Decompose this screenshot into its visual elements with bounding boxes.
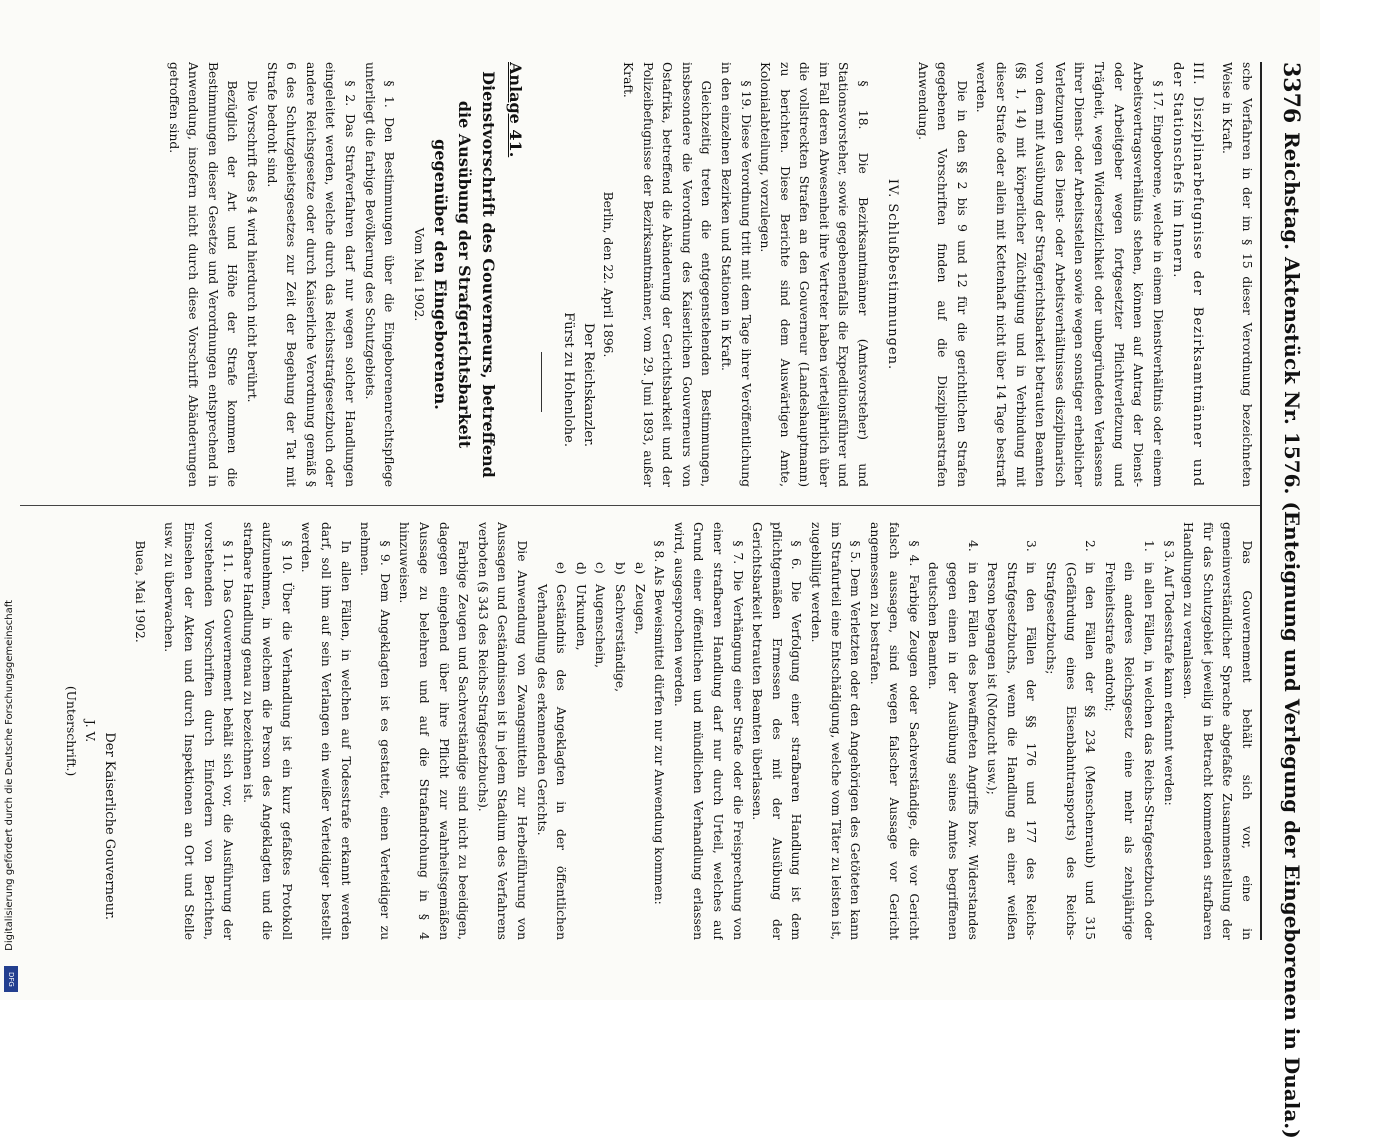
paragraph-11: § 11. Das Gouvernement behält sich vor, die Ausführung der vorstehenden Vorschriften durch Einfordern von Berichten, Einsehen der Akten und durch Inspektionen an Ort und Stelle usw. zu überwachen. [162,522,236,940]
paragraph-19-b: Gleichzeitig treten die entgegenstehenden Bestimmungen, insbesondere die Verordnung des Kaiserlichen Gouverneurs von Ostafrika, betreffend die Abänderung der Gerichtsbarkeit und der Polizeibefugnisse der Bezirksamtmänner, vom 29. Juni 1893, außer Kraft. [620,62,714,487]
section-heading-iii: III. Disziplinarbefugnisse der Bezirksamtmänner und der Stationschefs im Innern. [1169,62,1205,487]
paragraph-6: § 6. Die Verfolgung einer strafbaren Handlung ist dem pflichtgemäßen Ermessen des mit der Ausübung der Gerichtsbarkeit betrauten Beamten überlassen. [750,522,804,940]
annex-title: Dienstvorschrift des Gouverneurs, betreffend die Ausübung der Strafgerichtsbarkeit gegenüber den Eingeborenen. [430,71,498,478]
section-heading-iv: IV. Schlußbestimmungen. [885,178,901,371]
page-number: 3376 [1278,62,1304,124]
list-item: 4. in den Fällen des bewaffneten Angriffs bzw. Widerstandes gegen einen in der Ausübung seines Amtes begriffenen deutschen Beamten. [926,540,980,940]
annex-date: Vom Mai 1902. [411,227,426,322]
paragraph-5: § 5. Dem Verletzten oder den Angehörigen des Getöteten kann im Strafurteil eine Entschädigung, welche vom Täter zu leisten ist, zugebilligt werden. [808,522,863,940]
right-column [26,522,1256,940]
paragraph-2-b: Die Vorschrift des § 4 wird hierdurch nicht berührt. [245,80,260,403]
left-column [26,62,1256,487]
signature-unterschrift: (Unterschrift.) [63,685,78,777]
list-item: 3. in den Fällen der §§ 176 und 177 des Reichs-Strafgesetzbuchs, wenn die Handlung an einer weißen Person begangen ist (Notzucht usw.); [985,540,1039,940]
list-item: b) Sachverständige, [613,562,627,693]
paragraph-19: § 19. Diese Verordnung tritt mit dem Tage ihrer Veröffentlichung in den einzelnen Bezirken und Stationen in Kraft. [718,62,753,487]
list-item: d) Urkunden, [573,562,588,651]
paragraph-4: § 4. Farbige Zeugen oder Sachverständige, die vor Gericht falsch aussagen, sind wegen falscher Aussage vor Gericht angemessen zu bestrafen. [867,522,921,940]
page-header [1260,62,1310,1139]
list-item: e) Geständnis des Angeklagten in der öffentlichen Verhandlung des erkennenden Gerichts. [534,562,569,940]
signature-name: Fürst zu Hohenlohe. [560,312,576,447]
digitization-note: Digitalisierung gefördert durch die Deutsche Forschungsgemeinschaft [4,600,15,951]
column-divider [20,505,1260,506]
paragraph-10: § 10. Über die Verhandlung ist ein kurz gefaßtes Protokoll aufzunehmen, in welchem die Person des Angeklagten und die strafbare Handlung genau zu bezeichnen ist. [240,522,294,940]
paragraph-17-b: Die in den §§ 2 bis 9 und 12 für die gerichtlichen Strafen gegebenen Vorschriften finden auf die Disziplinarstrafen Anwendung. [915,62,969,487]
paragraph-8-c: Farbige Zeugen und Sachverständige sind nicht zu beeidigen, dagegen eingehend über ihre Pflicht zur wahrheitsgemäßen Aussage zu belehren und auf die Strafandrohung in § 4 hinzuweisen. [397,522,471,940]
signature-governor: Der Kaiserliche Gouverneur. [102,732,118,920]
section-rule [541,352,542,412]
signature-iv: J. V. [83,719,98,743]
annex-label: Anlage 41. [505,62,525,158]
paragraph-3: § 3. Auf Todesstrafe kann erkannt werden: [1161,540,1176,806]
paragraph-9-b: In allen Fällen, in welchen auf Todesstrafe erkannt werden darf, soll ihm auf sein Verlangen ein weißer Verteidiger bestellt werden. [299,522,353,940]
header-title: Reichstag. Aktenstück Nr. 1576. (Enteignung und Verlegung der Eingeborenen in Duala.) [1280,132,1304,1139]
paragraph-2-c: Bezüglich der Art und Höhe der Strafe kommen die Bestimmungen dieser Gesetze und Verordnungen entsprechend in Anwendung, insofern nicht durch diese Vorschrift Abänderungen getroffen sind. [166,62,240,487]
list-item: c) Augenschein, [593,562,608,669]
dfg-logo: DFG [4,966,18,992]
list-item: 2. in den Fällen der §§ 234 (Menschenraub) und 315 (Gefährdung eines Eisenbahntransports) des Reichs-Strafgesetzbuchs; [1044,540,1098,940]
list-item: 1. in allen Fällen, in welchen das Reichs-Strafgesetzbuch oder ein anderes Reichsgesetz eine mehr als zehnjährige Freiheitsstrafe androht; [1102,540,1157,940]
paragraph-8: § 8. Als Beweismittel dürfen nur zur Anwendung kommen: [652,540,667,905]
paragraph-1: § 1. Den Bestimmungen über die Eingeborenenrechtspflege unterliegt die farbige Bevölkerung des Schutzgebiets. [362,62,397,487]
place-date: Buea, Mai 1902. [132,540,147,643]
gov-paragraph: Das Gouvernement behält sich vor, eine in gemeinverständlicher Sprache abgefaßte Zusammenstellung der für das Schutzgebiet jeweilig in Betracht kommenden strafbaren Handlungen zu veranlassen. [1181,522,1254,940]
paragraph-7: § 7. Die Verhängung einer Strafe oder die Freisprechung von einer strafbaren Handlung darf nur durch Urteil, welches auf Grund einer öffentlichen und mündlichen Verhandlung erlassen wird, ausgesprochen werden. [671,522,745,940]
signature-office: Der Reichskanzler. [580,322,596,447]
paragraph-8-b: Die Anwendung von Zwangsmitteln zur Herbeiführung von Aussagen und Geständnissen ist in jedem Stadium des Verfahrens verboten (§ 343 des Reichs-Strafgesetzbuchs). [475,522,530,940]
date-line: Berlin, den 22. April 1896. [601,191,616,358]
list-item: a) Zeugen, [632,562,647,635]
intro-paragraph: sche Verfahren in der im § 15 dieser Verordnung bezeichneten Weise in Kraft. [1220,62,1254,487]
death-penalty-list [923,522,1158,940]
paragraph-18: § 18. Die Bezirksamtmänner (Amtsvorsteher) und Stationsvorsteher, sowie gegebenenfalls die Expeditionsführer und im Fall deren Abwesenheit ihre Vertreter haben vierteljährlich über die vollstreckten Strafen an den Gouverneur (Landeshauptmann) zu berichten. Diese Berichte sind dem Auswärtigen Amte, Kolonialabteilung, vorzulegen. [758,62,871,487]
evidence-list [531,522,649,940]
paragraph-2: § 2. Das Strafverfahren darf nur wegen solcher Handlungen eingeleitet werden, welche durch das Reichsstrafgesetzbuch oder andere Reichsgesetze oder durch Kaiserliche Verordnung gemäß § 6 des Schutzgebietsgesetzes zur Zeit der Begehung der Tat mit Strafe bedroht sind. [264,62,357,487]
paragraph-17: § 17. Eingeborene, welche in einem Dienstverhältnis oder einem Arbeitsvertragsverhältnis stehen, können auf Antrag der Dienst- oder Arbeitgeber wegen fortgesetzter Pflichtverletzung und Trägheit, wegen Widersetzlichkeit oder unbegründeten Verlassens ihrer Dienst- oder Arbeitsstellen sowie wegen sonstiger erheblicher Verletzungen des Dienst- oder Arbeitsverhältnisses disziplinarisch von dem mit Ausübung der Strafgerichtsbarkeit betrauten Beamten (§§ 1, 14) mit körperlicher Züchtigung und in Verbindung mit dieser Strafe oder allein mit Kettenhaft nicht über 14 Tage bestraft werden. [974,62,1165,487]
paragraph-9: § 9. Dem Angeklagten ist es gestattet, einen Verteidiger zu nehmen. [358,522,392,940]
